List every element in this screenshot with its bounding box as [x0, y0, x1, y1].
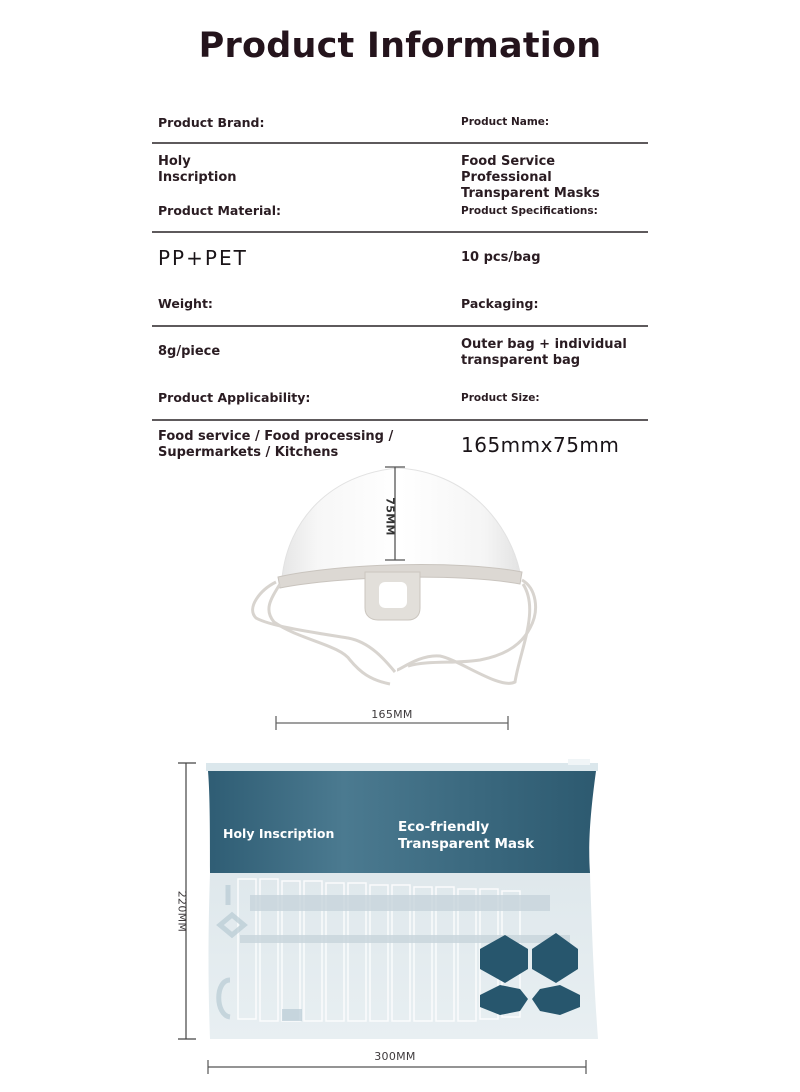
value-product-size: 165mmx75mm — [461, 433, 620, 457]
mask-width-label: 165MM — [371, 708, 413, 721]
value-product-name: Food Service Professional Transparent Masks — [461, 154, 600, 201]
label-weight: Weight: — [158, 296, 213, 311]
label-product-specifications: Product Specifications: — [461, 205, 598, 217]
page-title: Product Information — [198, 26, 602, 66]
value-product-applicability: Food service / Food processing / Supermarkets / Kitchens — [158, 429, 394, 460]
bag-brand-text: Holy Inscription — [223, 826, 335, 841]
label-product-name: Product Name: — [461, 116, 550, 128]
mask-height-label: 75MM — [383, 497, 397, 536]
bag-height-label: 220MM — [175, 890, 189, 933]
value-product-material: PP+PET — [158, 246, 248, 270]
label-product-size: Product Size: — [461, 392, 540, 404]
divider — [152, 419, 648, 421]
bag-product-text: Eco-friendly Transparent Mask — [398, 819, 535, 852]
bag-width-label: 300MM — [374, 1050, 416, 1063]
divider — [152, 325, 648, 327]
label-packaging: Packaging: — [461, 296, 539, 311]
divider — [152, 231, 648, 233]
value-product-specifications: 10 pcs/bag — [461, 250, 541, 265]
value-weight: 8g/piece — [158, 344, 221, 359]
label-product-material: Product Material: — [158, 203, 281, 218]
bag-illustration — [170, 755, 620, 1085]
bag-drawing — [170, 755, 620, 1085]
label-product-brand: Product Brand: — [158, 115, 265, 130]
divider — [152, 142, 648, 144]
mask-drawing — [240, 460, 560, 740]
value-packaging: Outer bag + individual transparent bag — [461, 337, 627, 368]
value-product-brand: Holy Inscription — [158, 154, 237, 185]
label-product-applicability: Product Applicability: — [158, 390, 311, 405]
mask-illustration — [240, 460, 560, 740]
